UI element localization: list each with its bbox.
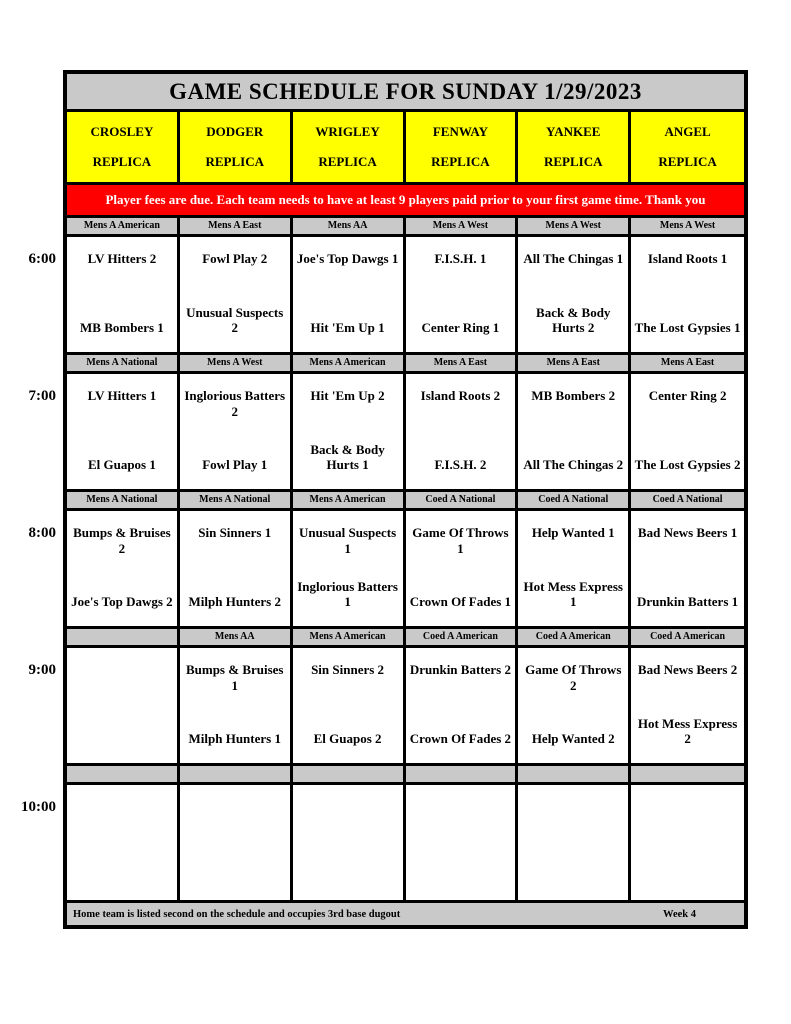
division-cell: Mens AA [180,629,293,645]
away-team: Sin Sinners 2 [311,662,385,677]
away-team: Hit 'Em Up 2 [310,388,385,403]
home-team: El Guapos 1 [87,457,156,473]
away-team: Island Roots 2 [420,388,501,403]
game-cell [631,237,744,352]
home-team: The Lost Gypsies 1 [634,320,741,336]
away-team: Bad News Beers 1 [637,525,738,540]
home-team: Inglorious Batters 1 [297,578,398,610]
time-label: 8:00 [28,525,56,541]
division-row [67,492,744,511]
away-team: Sin Sinners 1 [198,525,272,540]
field-name: YANKEE [546,124,601,139]
page-title: GAME SCHEDULE FOR SUNDAY 1/29/2023 [67,74,744,112]
game-cell [631,374,744,489]
division-cell: Mens A East [406,355,519,371]
division-cell: Mens A National [180,492,293,508]
time-label: 7:00 [28,388,56,404]
game-cell [293,648,406,763]
away-team: LV Hitters 2 [87,251,157,266]
game-row [67,374,744,492]
field-name: DODGER [206,124,264,139]
division-cell: Mens A National [67,492,180,508]
field-header-dodger [180,112,293,182]
notice-banner: Player fees are due. Each team needs to have at least 9 players paid prior to your first game time. Thank you [67,185,744,218]
home-team: Crown Of Fades 1 [409,594,512,610]
field-name: ANGEL [664,124,711,139]
division-cell: Mens A American [293,355,406,371]
division-cell: Mens A West [518,218,631,234]
division-cell [180,766,293,782]
home-team: Help Wanted 2 [531,731,615,747]
game-cell [180,648,293,763]
division-cell [67,629,180,645]
division-row [67,355,744,374]
game-row [67,237,744,355]
game-cell [518,374,631,489]
home-team: All The Chingas 2 [523,457,624,473]
game-cell [180,785,293,900]
away-team: Center Ring 2 [648,388,727,403]
game-cell [293,237,406,352]
game-cell [631,648,744,763]
home-team: Hot Mess Express 2 [637,715,738,747]
game-cell [293,785,406,900]
away-team: Island Roots 1 [647,251,728,266]
home-team: The Lost Gypsies 2 [634,457,741,473]
game-cell [406,374,519,489]
home-team: Milph Hunters 1 [188,731,281,747]
away-team: LV Hitters 1 [87,388,157,403]
division-cell: Mens A West [406,218,519,234]
time-label: 10:00 [21,799,56,815]
away-team: Inglorious Batters 2 [184,388,286,419]
footer-note: Home team is listed second on the schedule and occupies 3rd base dugout [73,908,401,920]
home-team: Unusual Suspects 2 [186,304,284,336]
home-team: Hot Mess Express 1 [523,578,623,610]
field-replica: REPLICA [205,154,264,169]
away-team: Fowl Play 2 [202,251,268,266]
game-cell [631,785,744,900]
division-cell: Coed A National [406,492,519,508]
away-team: Game Of Throws 2 [525,662,622,693]
division-cell [631,766,744,782]
away-team: Joe's Top Dawgs 1 [296,251,399,266]
home-team: F.I.S.H. 2 [434,457,487,473]
game-cell [67,374,180,489]
field-name: WRIGLEY [315,124,380,139]
field-replica: REPLICA [318,154,377,169]
home-team: Fowl Play 1 [202,457,268,473]
game-cell [406,237,519,352]
division-cell [67,766,180,782]
game-cell [67,648,180,763]
home-team: Milph Hunters 2 [188,594,281,610]
division-row [67,766,744,785]
field-header-fenway [406,112,519,182]
field-replica: REPLICA [431,154,490,169]
division-cell: Mens A American [67,218,180,234]
schedule-table [63,70,748,929]
fields-row [67,112,744,185]
division-row [67,629,744,648]
field-header-yankee [518,112,631,182]
game-cell [406,511,519,626]
division-cell: Mens A West [659,220,716,231]
division-cell: Mens A American [293,629,406,645]
division-cell [518,766,631,782]
game-cell [67,511,180,626]
division-cell: Coed A American [406,629,519,645]
division-cell [293,766,406,782]
away-team: Drunkin Batters 2 [409,662,511,677]
game-cell [518,648,631,763]
division-cell: Coed A National [518,492,631,508]
game-cell [67,785,180,900]
field-header-angel [631,112,744,182]
division-cell: Coed A American [518,629,631,645]
game-cell [180,237,293,352]
footer-bar [67,903,744,925]
game-cell [518,785,631,900]
field-name: CROSLEY [90,124,154,139]
home-team: MB Bombers 1 [80,320,164,336]
field-header-wrigley [293,112,406,182]
away-team: Help Wanted 1 [531,525,615,540]
away-team: Game Of Throws 1 [412,525,509,556]
game-cell [518,511,631,626]
away-team: Bad News Beers 2 [637,662,738,677]
division-cell: Mens A East [518,355,631,371]
division-cell: Coed A National [652,494,723,505]
home-team: Crown Of Fades 2 [409,731,512,747]
home-team: Hit 'Em Up 1 [310,320,385,336]
away-team: Unusual Suspects 1 [298,525,397,556]
away-team: MB Bombers 2 [531,388,616,403]
away-team: All The Chingas 1 [523,251,624,266]
field-header-crosley [67,112,180,182]
division-cell: Mens AA [293,218,406,234]
home-team: Center Ring 1 [421,320,500,336]
division-cell: Coed A American [650,631,726,642]
game-row [67,648,744,766]
division-cell [406,766,519,782]
game-cell [180,511,293,626]
away-team: F.I.S.H. 1 [434,251,487,266]
field-name: FENWAY [432,124,488,139]
game-cell [518,237,631,352]
game-cell [180,374,293,489]
field-replica: REPLICA [92,154,152,169]
division-cell: Mens A East [660,357,715,368]
division-cell: Mens A American [293,492,406,508]
field-replica: REPLICA [543,154,603,169]
home-team: Back & Body Hurts 1 [310,441,385,473]
time-label: 6:00 [28,251,56,267]
game-cell [67,237,180,352]
game-row [67,785,744,903]
week-label: Week 4 [663,908,696,920]
game-row [67,511,744,629]
rows-container [67,218,744,903]
division-cell: Mens A West [180,355,293,371]
away-team: Bumps & Bruises 1 [185,662,284,693]
game-cell [293,374,406,489]
division-row [67,218,744,237]
division-cell: Mens A East [180,218,293,234]
division-cell: Mens A National [67,355,180,371]
game-cell [406,648,519,763]
home-team: El Guapos 2 [313,731,382,747]
game-cell [631,511,744,626]
home-team: Back & Body Hurts 2 [536,304,611,336]
home-team: Joe's Top Dawgs 2 [71,594,173,610]
game-cell [293,511,406,626]
time-label: 9:00 [28,662,56,678]
field-replica: REPLICA [658,154,717,169]
game-cell [406,785,519,900]
away-team: Bumps & Bruises 2 [73,525,171,556]
home-team: Drunkin Batters 1 [637,594,739,610]
